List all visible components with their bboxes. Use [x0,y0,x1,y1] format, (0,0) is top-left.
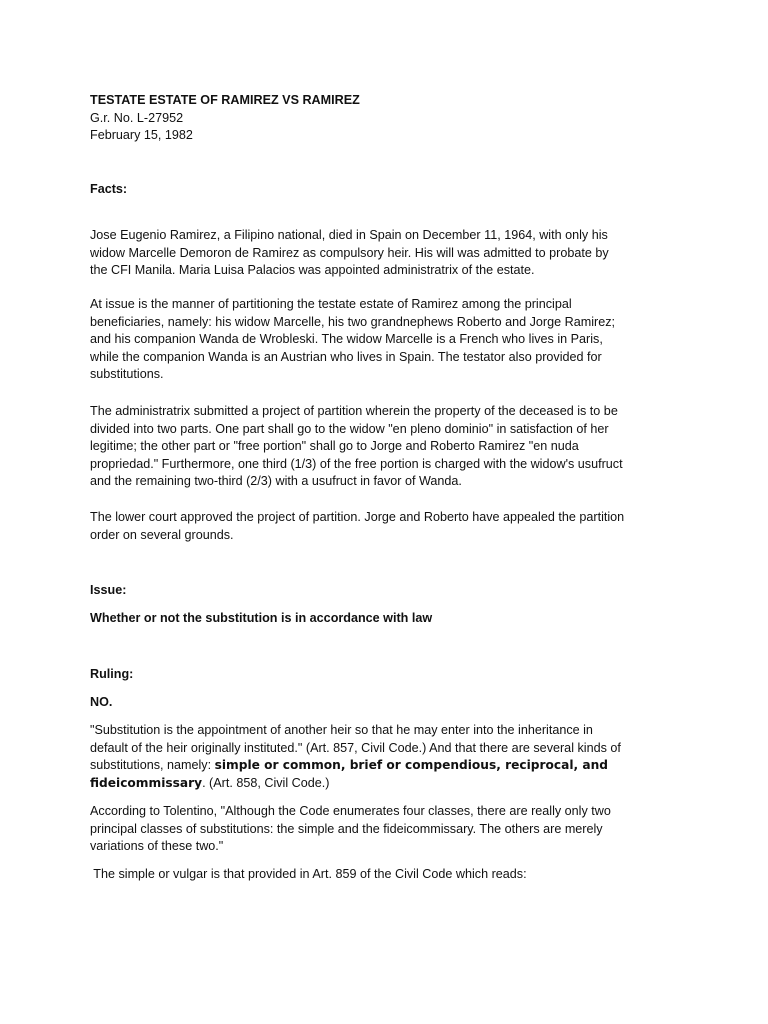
ruling-paragraph-2 [90,803,690,856]
text-line: "Substitution is the appointment of another heir so that he may enter into the inheritance in [90,723,593,737]
text-line: propriedad." Furthermore, one third (1/3) of the free portion is charged with the widow's usufruct [90,456,623,471]
gr-number: G.r. No. L-27952 [90,110,184,125]
text-fragment: substitutions, namely: [90,758,215,773]
decision-date: February 15, 1982 [90,128,193,143]
case-header [90,92,690,145]
facts-paragraph-4 [90,509,690,544]
text-line: substitutions. [90,367,164,382]
ruling-answer: NO. [90,695,113,709]
text-line: The administratrix submitted a project of partition wherein the property of the deceased is to be [90,404,618,418]
text-line: while the companion Wanda is an Austrian who lives in Spain. The testator also provided for [90,349,602,364]
text-line: and his companion Wanda de Wrobleski. The widow Marcelle is a French who lives in Paris, [90,332,603,347]
text-line: beneficiaries, namely: his widow Marcelle, his two grandnephews Roberto and Jorge Ramirez; [90,314,615,329]
text-line: principal classes of substitutions: the simple and the fideicommissary. The others are merely [90,821,603,836]
text-line: The lower court approved the project of partition. Jorge and Roberto have appealed the partition [90,510,625,524]
facts-paragraph-1 [90,227,690,280]
text-line [90,757,690,775]
ruling-paragraph-3: The simple or vulgar is that provided in Art. 859 of the Civil Code which reads: [90,867,527,881]
text-line: At issue is the manner of partitioning the testate estate of Ramirez among the principal [90,297,572,311]
text-line: order on several grounds. [90,527,234,542]
facts-paragraph-3 [90,403,690,491]
substitution-kinds-emphasis: simple or common, brief or compendious, reciprocal, and [214,758,608,773]
text-line: Jose Eugenio Ramirez, a Filipino national, died in Spain on December 11, 1964, with only his [90,228,608,242]
issue-text: Whether or not the substitution is in accordance with law [90,611,433,625]
text-fragment: . (Art. 858, Civil Code.) [202,775,330,790]
case-title: TESTATE ESTATE OF RAMIREZ VS RAMIREZ [90,93,360,107]
text-line: divided into two parts. One part shall go to the widow "en pleno dominio" in satisfaction of her [90,421,609,436]
text-line: the CFI Manila. Maria Luisa Palacios was appointed administratrix of the estate. [90,263,535,278]
issue-heading: Issue: [90,583,127,597]
text-line: According to Tolentino, "Although the Code enumerates four classes, there are really only two [90,804,611,818]
facts-paragraph-2 [90,296,690,384]
text-line: legitime; the other part or "free portion" shall go to Jorge and Roberto Ramirez "en nuda [90,439,579,454]
text-line: and the remaining two-third (2/3) with a usufruct in favor of Wanda. [90,474,462,489]
text-line: variations of these two." [90,839,224,854]
fideicommissary-emphasis: fideicommissary [90,775,203,790]
ruling-paragraph-1 [90,722,690,792]
ruling-heading: Ruling: [90,667,134,681]
text-line: default of the heir originally instituted." (Art. 857, Civil Code.) And that there are several kinds of [90,740,621,755]
facts-heading: Facts: [90,182,128,196]
text-line [90,775,690,793]
text-line: widow Marcelle Demoron de Ramirez as compulsory heir. His will was admitted to probate by [90,245,609,260]
